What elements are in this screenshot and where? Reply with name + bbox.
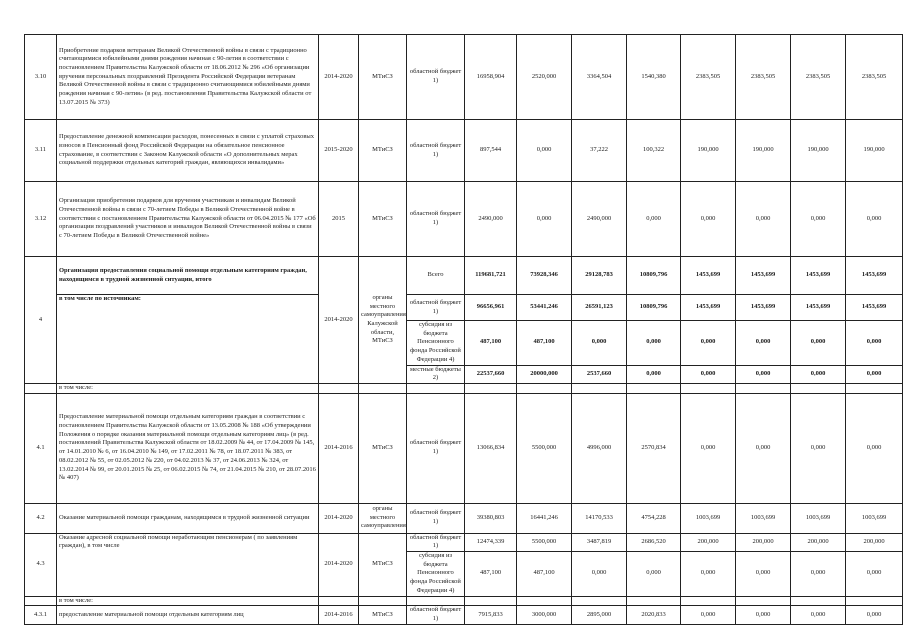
row-value: 4754,228 [627,503,681,533]
row-description: Предоставление денежной компенсации расходов, понесенных в связи с уплатой страховых взносов в Пенсионный фонд Российской Федерации на обязательное пенсионное страхование, в соответствии с Законом Калужской области «О дополнительных мерах социальной поддержки отдельных категорий граждан, являющихся инвалидами» [57,120,319,182]
table-row [25,182,903,257]
row-value: 0,000 [627,365,681,383]
row-value: 0,000 [681,393,736,503]
row-executor: органы местного самоуправления [359,503,407,533]
row-period: 2014-2020 [319,533,359,596]
row-value: 53441,246 [517,295,572,321]
row-value: 0,000 [791,606,846,624]
row-description: Оказание адресной социальной помощи неработающим пенсионерам ( по заявлениям граждан), в том числе [57,533,319,596]
row-value: 0,000 [791,552,846,597]
row-value: 2686,520 [627,533,681,551]
row-value: 1003,699 [846,503,903,533]
row-number: 4.3 [25,533,57,596]
table-row [25,393,903,503]
row-period: 2014-2016 [319,393,359,503]
row-executor: органы местного самоуправления Калужской области, МТиСЗ [359,257,407,384]
row-number: 4.2 [25,503,57,533]
row-source: областной бюджет 1) [407,533,465,551]
row-value: 0,000 [572,552,627,597]
row-source: областной бюджет 1) [407,120,465,182]
row-executor: МТиСЗ [359,606,407,624]
row-total: 16958,904 [465,35,517,120]
row-value: 3364,504 [572,35,627,120]
row-source: Всего [407,257,465,295]
row-value: 0,000 [736,393,791,503]
row-number: 4.3.1 [25,606,57,624]
table-row [25,257,903,295]
row-value: 2490,000 [572,182,627,257]
row-value: 190,000 [681,120,736,182]
row-source: областной бюджет 1) [407,295,465,321]
row-period: 2014-2016 [319,606,359,624]
row-source: местные бюджеты 2) [407,365,465,383]
row-value: 0,000 [517,182,572,257]
row-total: 487,100 [465,321,517,366]
row-total: 13066,834 [465,393,517,503]
row-value: 487,100 [517,321,572,366]
row-total: 7915,833 [465,606,517,624]
row-value: 0,000 [517,120,572,182]
row-value: 5500,000 [517,393,572,503]
row-period: 2014-2020 [319,503,359,533]
row-total: 22537,660 [465,365,517,383]
row-value: 0,000 [791,393,846,503]
row-value: 2383,505 [791,35,846,120]
row-description: в том числе по источникам: [57,295,319,384]
row-value: 0,000 [627,552,681,597]
row-value: 0,000 [791,182,846,257]
row-value: 0,000 [627,321,681,366]
row-total: 897,544 [465,120,517,182]
row-value: 3000,000 [517,606,572,624]
row-value: 29128,783 [572,257,627,295]
row-value: 0,000 [681,606,736,624]
row-value: 3487,819 [572,533,627,551]
row-value: 1453,699 [791,257,846,295]
row-total: 487,100 [465,552,517,597]
table-row [25,606,903,624]
row-value: 1453,699 [681,257,736,295]
row-value: 0,000 [627,182,681,257]
row-value: 0,000 [736,365,791,383]
section-note: в том числе: [57,596,319,606]
row-value: 2020,833 [627,606,681,624]
row-value: 10809,796 [627,257,681,295]
budget-table [24,34,903,625]
table-row [25,503,903,533]
row-number: 3.10 [25,35,57,120]
row-value: 0,000 [572,321,627,366]
row-number: 3.11 [25,120,57,182]
row-description: Организация приобретения подарков для вручения участникам и инвалидам Великой Отечественной войны в связи с 70-летием Победы в Великой Отечественной войне в соответствии с постановлением Правительства Калужской области от 06.04.2015 № 177 «Об организации поздравлений участников и инвалидов Великой Отечественной войны в связи с 70-летием Победы в Великой Отечественной войне» [57,182,319,257]
row-description: Предоставление материальной помощи отдельным категориям граждан в соответствии с постановлением Правительства Калужской области от 13.05.2008 № 188 «Об утверждении Положения о порядке оказания материальной помощи отдельным категориям лиц» (в ред. постановлений Правительства Калужской области от 18.02.2009 № 44, от 17.04.2009 № 145, от 14.01.2010 № 6, от 16.04.2010 № 149, от 17.02.2011 № 78, от 18.07.2011 № 383, от 08.02.2012 № 55, от 02.05.2012 № 220, от 04.02.2013 № 37, от 24.06.2013 № 324, от 13.02.2014 № 99, от 20.01.2015 № 25, от 06.02.2015 № 74, от 21.04.2015 № 210, от 28.07.2016 № 407) [57,393,319,503]
row-value: 10809,796 [627,295,681,321]
row-value: 0,000 [736,182,791,257]
row-value: 1453,699 [846,257,903,295]
row-value: 0,000 [736,552,791,597]
row-value: 2537,660 [572,365,627,383]
row-total: 96656,961 [465,295,517,321]
row-value: 0,000 [846,393,903,503]
row-value: 16441,246 [517,503,572,533]
row-value: 190,000 [846,120,903,182]
row-value: 2383,505 [736,35,791,120]
row-executor: МТиСЗ [359,533,407,596]
row-source: субсидия из бюджета Пенсионного фонда Российской Федерации 4) [407,321,465,366]
row-executor: МТиСЗ [359,182,407,257]
row-executor: МТиСЗ [359,393,407,503]
row-value: 2520,000 [517,35,572,120]
row-source: субсидия из бюджета Пенсионного фонда Российской Федерации 4) [407,552,465,597]
row-value: 37,222 [572,120,627,182]
row-value: 2570,834 [627,393,681,503]
row-value: 14170,533 [572,503,627,533]
row-period: 2015 [319,182,359,257]
row-value: 0,000 [791,321,846,366]
row-value: 1453,699 [736,257,791,295]
row-number: 4 [25,257,57,384]
row-value: 4996,000 [572,393,627,503]
row-total: 2490,000 [465,182,517,257]
row-value: 5500,000 [517,533,572,551]
row-period: 2014-2020 [319,257,359,384]
row-value: 26591,123 [572,295,627,321]
row-value: 0,000 [791,365,846,383]
table-row [25,383,903,393]
row-description: Оказание материальной помощи гражданам, находящимся в трудной жизненной ситуации [57,503,319,533]
row-period: 2014-2020 [319,35,359,120]
row-value: 100,322 [627,120,681,182]
row-number: 3.12 [25,182,57,257]
row-total: 119681,721 [465,257,517,295]
row-source: областной бюджет 1) [407,606,465,624]
row-value: 1453,699 [681,295,736,321]
row-value: 200,000 [736,533,791,551]
row-value: 0,000 [681,321,736,366]
row-value: 0,000 [681,552,736,597]
row-value: 200,000 [791,533,846,551]
row-value: 487,100 [517,552,572,597]
row-value: 1453,699 [791,295,846,321]
row-total: 39380,803 [465,503,517,533]
row-value: 1003,699 [736,503,791,533]
table-row [25,35,903,120]
row-value: 0,000 [846,606,903,624]
table-row [25,120,903,182]
row-value: 2895,000 [572,606,627,624]
row-value: 0,000 [681,182,736,257]
row-value: 0,000 [846,182,903,257]
row-description: Приобретение подарков ветеранам Великой Отечественной войны в связи с традиционно считающимися юбилейными днями рождения начиная с 90-летия в соответствии с постановлением Правительства Калужской области от 18.06.2012 № 296 «Об организации вручения персональных поздравлений Президента Российской Федерации ветеранам Великой Отечественной войны в связи с традиционно считающимися юбилейными днями рождения начиная с 90-летия» (в ред. постановления Правительства Калужской области от 13.07.2015 № 373) [57,35,319,120]
row-executor: МТиСЗ [359,35,407,120]
row-value: 0,000 [846,321,903,366]
row-value: 1453,699 [846,295,903,321]
row-value: 200,000 [681,533,736,551]
row-value: 200,000 [846,533,903,551]
row-value: 1003,699 [681,503,736,533]
row-period: 2015-2020 [319,120,359,182]
row-value: 0,000 [846,365,903,383]
row-executor: МТиСЗ [359,120,407,182]
row-value: 20000,000 [517,365,572,383]
row-value: 190,000 [736,120,791,182]
row-description: предоставление материальной помощи отдельным категориям лиц [57,606,319,624]
row-description: Организация предоставления социальной помощи отдельным категориям граждан, находящимся в трудной жизненной ситуации, итого [57,257,319,295]
table-row [25,596,903,606]
row-value: 2383,505 [681,35,736,120]
row-source: областной бюджет 1) [407,182,465,257]
row-value: 1003,699 [791,503,846,533]
row-number: 4.1 [25,393,57,503]
row-value: 0,000 [736,606,791,624]
row-source: областной бюджет 1) [407,503,465,533]
section-note: в том числе: [57,383,319,393]
row-value: 1453,699 [736,295,791,321]
row-value: 190,000 [791,120,846,182]
row-value: 2383,505 [846,35,903,120]
row-value: 0,000 [846,552,903,597]
row-value: 73928,346 [517,257,572,295]
row-source: областной бюджет 1) [407,35,465,120]
row-value: 0,000 [681,365,736,383]
row-source: областной бюджет 1) [407,393,465,503]
row-total: 12474,339 [465,533,517,551]
table-row [25,295,903,321]
row-value: 1540,380 [627,35,681,120]
row-value: 0,000 [736,321,791,366]
table-row [25,533,903,551]
